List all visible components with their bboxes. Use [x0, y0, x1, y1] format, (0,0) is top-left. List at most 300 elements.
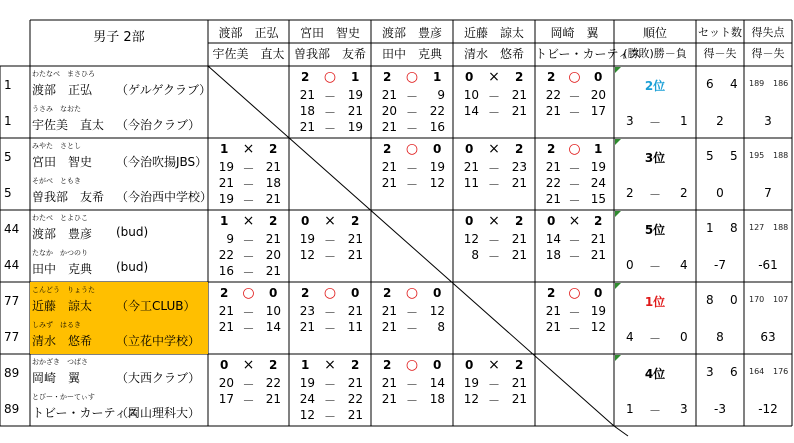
game-score-opp: 21 [265, 160, 281, 174]
seed-number: 44 [4, 258, 20, 272]
sets-won: 0 [465, 358, 474, 372]
wl-dash: － [648, 404, 661, 418]
wl-dash: － [648, 332, 661, 346]
cell-marker-icon [615, 355, 621, 361]
game-score-opp: 18 [265, 176, 281, 190]
game-score-dash: － [405, 306, 418, 320]
game-score-dash: － [405, 122, 418, 136]
points-won-total: 127 [749, 223, 765, 232]
game-score-opp: 21 [347, 376, 363, 390]
sets-won: 0 [465, 70, 474, 84]
sets-won: 0 [220, 358, 229, 372]
game-score-own: 21 [218, 304, 234, 318]
game-score-own: 19 [218, 160, 234, 174]
sets-won: 2 [383, 286, 392, 300]
points-header: 得失点 [751, 26, 785, 39]
sets-won-total: 5 [706, 149, 714, 163]
game-score-opp: 21 [511, 376, 527, 390]
game-score-opp: 21 [590, 232, 606, 246]
sets-lost: 0 [594, 286, 603, 300]
game-score-own: 12 [463, 392, 479, 406]
player-club: （ゲルゲクラブ） [116, 83, 212, 97]
game-score-dash: － [242, 394, 255, 408]
sets-lost: 0 [594, 70, 603, 84]
wins-count: 4 [626, 330, 634, 344]
player-name: 宇佐美 直太 [32, 118, 105, 132]
game-score-opp: 21 [590, 248, 606, 262]
name-kana: とびー・かーてぃす [32, 393, 95, 401]
game-score-opp: 22 [265, 376, 281, 390]
sets-lost-total: 4 [730, 77, 738, 91]
name-kana: わたなべ まさひろ [32, 70, 95, 78]
rank-value: 1位 [644, 295, 666, 309]
game-score-opp: 21 [511, 176, 527, 190]
sets-diff: 2 [716, 114, 724, 128]
name-kana: わたべ とよひこ [32, 214, 88, 222]
game-score-dash: － [242, 194, 255, 208]
seed-number: 1 [4, 114, 12, 128]
sets-won: 0 [547, 214, 556, 228]
sets-won: 2 [301, 70, 310, 84]
game-score-own: 21 [299, 88, 315, 102]
game-score-dash: － [323, 394, 336, 408]
col-header-player2: 曽我部 友希 [293, 47, 366, 61]
game-score-dash: － [568, 106, 581, 120]
game-score-dash: － [242, 250, 255, 264]
game-score-dash: － [323, 306, 336, 320]
win-mark: ○ [323, 69, 337, 85]
game-score-dash: － [487, 178, 500, 192]
game-score-own: 21 [381, 176, 397, 190]
col-header-player1: 宮田 智史 [299, 26, 360, 40]
wl-dash: － [648, 116, 661, 130]
division-title: 男子 2部 [93, 30, 145, 45]
game-score-own: 9 [226, 232, 234, 246]
wins-count: 2 [626, 186, 634, 200]
game-score-dash: － [568, 162, 581, 176]
sets-lost: 2 [515, 70, 524, 84]
col-header-player2: 清水 悠希 [463, 47, 524, 61]
game-score-opp: 21 [265, 392, 281, 406]
game-score-opp: 19 [429, 160, 445, 174]
sets-lost-total: 8 [730, 221, 738, 235]
losses-count: 0 [680, 330, 688, 344]
game-score-own: 8 [471, 248, 479, 262]
game-score-own: 21 [381, 88, 397, 102]
sets-header: セット数 [698, 26, 742, 39]
loss-mark: × [242, 141, 255, 157]
game-score-dash: － [323, 106, 336, 120]
points-won-total: 170 [749, 295, 765, 304]
game-score-opp: 17 [590, 104, 606, 118]
loss-mark: × [488, 141, 500, 157]
game-score-own: 14 [463, 104, 479, 118]
game-score-dash: － [323, 410, 336, 424]
game-score-opp: 9 [437, 88, 445, 102]
sets-diff: -7 [714, 258, 726, 272]
game-score-dash: － [242, 322, 255, 336]
game-score-opp: 22 [347, 392, 363, 406]
game-score-dash: － [405, 378, 418, 392]
game-score-opp: 24 [590, 176, 606, 190]
game-score-own: 21 [381, 376, 397, 390]
game-score-own: 14 [545, 232, 561, 246]
game-score-opp: 19 [347, 88, 363, 102]
sets-won: 2 [383, 358, 392, 372]
player-club: （今治吹揚JBS） [116, 155, 208, 169]
sets-won: 1 [301, 358, 310, 372]
points-lost-total: 186 [773, 79, 789, 88]
game-score-own: 21 [381, 120, 397, 134]
player-club: （今治クラブ） [116, 118, 201, 132]
game-score-own: 21 [545, 320, 561, 334]
cell-marker-icon [615, 283, 621, 289]
name-kana: たなか かつのり [32, 249, 88, 257]
seed-number: 89 [4, 402, 20, 416]
seed-number: 5 [4, 186, 12, 200]
game-score-dash: － [568, 90, 581, 104]
game-score-opp: 21 [511, 104, 527, 118]
loss-mark: × [324, 357, 336, 373]
wins-count: 3 [626, 114, 634, 128]
col-header-player2: 宇佐美 直太 [212, 47, 285, 61]
sets-won: 2 [301, 286, 310, 300]
wl-dash: － [648, 260, 661, 274]
sets-won-total: 3 [706, 365, 714, 379]
game-score-own: 19 [218, 192, 234, 206]
sets-lost: 2 [269, 142, 278, 156]
player-club: （今治西中学校） [116, 190, 213, 204]
game-score-dash: － [405, 90, 418, 104]
sets-lost-total: 5 [730, 149, 738, 163]
game-score-opp: 21 [347, 408, 363, 422]
sets-won: 1 [220, 142, 229, 156]
game-score-dash: － [323, 322, 336, 336]
game-score-own: 12 [463, 232, 479, 246]
name-kana: こんどう りょうた [32, 286, 95, 294]
points-won-total: 189 [749, 79, 765, 88]
game-score-own: 12 [299, 248, 315, 262]
player-club: （今工CLUB） [116, 299, 196, 313]
sets-won: 0 [465, 214, 474, 228]
seed-number: 77 [4, 330, 20, 344]
game-score-dash: － [323, 122, 336, 136]
seed-number: 5 [4, 150, 12, 164]
game-score-opp: 10 [265, 304, 281, 318]
win-mark: ○ [405, 141, 419, 157]
wl-dash: － [648, 188, 661, 202]
game-score-opp: 21 [265, 192, 281, 206]
win-mark: ○ [405, 285, 419, 301]
sets-won-total: 6 [706, 77, 714, 91]
diagonal-line [614, 426, 628, 436]
game-score-dash: － [487, 250, 500, 264]
name-kana: おかざき つばさ [32, 358, 88, 366]
game-score-dash: － [405, 322, 418, 336]
sets-lost: 1 [594, 142, 603, 156]
game-score-dash: － [568, 322, 581, 336]
game-score-own: 22 [545, 176, 561, 190]
points-diff: -61 [758, 258, 778, 272]
game-score-opp: 21 [265, 232, 281, 246]
game-score-dash: － [487, 106, 500, 120]
game-score-own: 19 [299, 376, 315, 390]
losses-count: 3 [680, 402, 688, 416]
sets-lost: 1 [351, 70, 360, 84]
sets-won: 2 [547, 142, 556, 156]
game-score-dash: － [323, 234, 336, 248]
sets-lost: 2 [515, 358, 524, 372]
game-score-own: 16 [218, 264, 234, 278]
game-score-opp: 19 [590, 304, 606, 318]
player-name: 宮田 智史 [32, 155, 93, 169]
player-name: 渡部 豊彦 [32, 227, 93, 241]
points-lost-total: 188 [773, 151, 789, 160]
game-score-own: 22 [545, 88, 561, 102]
col-header-player1: 渡部 豊彦 [381, 26, 442, 40]
sets-won: 2 [547, 286, 556, 300]
points-lost-total: 188 [773, 223, 789, 232]
game-score-dash: － [242, 234, 255, 248]
loss-mark: × [488, 213, 500, 229]
game-score-own: 21 [218, 320, 234, 334]
game-score-dash: － [323, 378, 336, 392]
game-score-dash: － [487, 90, 500, 104]
game-score-dash: － [242, 306, 255, 320]
sets-lost-total: 6 [730, 365, 738, 379]
sets-lost: 0 [351, 286, 360, 300]
seed-number: 89 [4, 366, 20, 380]
game-score-dash: － [568, 178, 581, 192]
game-score-own: 20 [218, 376, 234, 390]
game-score-opp: 21 [511, 88, 527, 102]
sets-won-total: 1 [706, 221, 714, 235]
game-score-own: 18 [545, 248, 561, 262]
sets-lost: 0 [433, 286, 442, 300]
name-kana: しみず はるき [32, 321, 81, 329]
sets-diff: 8 [716, 330, 724, 344]
rank-value: 4位 [644, 367, 666, 381]
rank-value: 5位 [644, 223, 666, 237]
sets-lost: 2 [515, 142, 524, 156]
win-mark: ○ [568, 141, 581, 157]
game-score-dash: － [405, 178, 418, 192]
player-name: 清水 悠希 [32, 334, 93, 348]
game-score-own: 20 [381, 104, 397, 118]
player-name: 岡崎 翼 [32, 371, 81, 385]
sets-lost: 0 [433, 142, 442, 156]
game-score-opp: 21 [265, 264, 281, 278]
game-score-dash: － [242, 178, 255, 192]
points-lost-total: 107 [773, 295, 789, 304]
sets-lost: 0 [269, 286, 278, 300]
game-score-own: 21 [381, 160, 397, 174]
sets-won: 2 [383, 70, 392, 84]
game-score-own: 21 [545, 304, 561, 318]
sets-lost: 2 [594, 214, 603, 228]
game-score-own: 19 [299, 232, 315, 246]
game-score-own: 21 [299, 120, 315, 134]
losses-count: 2 [680, 186, 688, 200]
points-diff: 3 [764, 114, 772, 128]
rank-header: 順位 [642, 26, 667, 40]
sets-lost-total: 0 [730, 293, 738, 307]
game-score-dash: － [242, 162, 255, 176]
rank-value: 3位 [644, 151, 666, 165]
win-mark: ○ [242, 285, 255, 301]
points-won-total: 195 [749, 151, 765, 160]
game-score-own: 19 [463, 376, 479, 390]
game-score-opp: 15 [590, 192, 606, 206]
game-score-own: 10 [463, 88, 479, 102]
loss-mark: × [242, 213, 255, 229]
sets-won: 2 [547, 70, 556, 84]
sets-lost: 0 [433, 358, 442, 372]
game-score-opp: 21 [347, 248, 363, 262]
game-score-opp: 12 [429, 304, 445, 318]
sets-lost: 2 [269, 214, 278, 228]
sets-lost: 2 [269, 358, 278, 372]
game-score-dash: － [568, 234, 581, 248]
seed-number: 77 [4, 294, 20, 308]
losses-count: 4 [680, 258, 688, 272]
game-score-own: 12 [299, 408, 315, 422]
player-name: 近藤 諒太 [32, 299, 93, 313]
game-score-own: 23 [299, 304, 315, 318]
game-score-own: 18 [299, 104, 315, 118]
player-club: (bud) [116, 225, 149, 239]
col-header-player1: 近藤 諒太 [463, 26, 524, 40]
losses-count: 1 [680, 114, 688, 128]
game-score-own: 17 [218, 392, 234, 406]
sets-lost: 2 [351, 214, 360, 228]
player-name: 曽我部 友希 [32, 190, 105, 204]
loss-mark: × [488, 69, 500, 85]
sets-lost: 1 [433, 70, 442, 84]
game-score-opp: 14 [265, 320, 281, 334]
sets-won: 2 [220, 286, 229, 300]
game-score-dash: － [405, 162, 418, 176]
cell-marker-icon [615, 139, 621, 145]
game-score-opp: 21 [511, 392, 527, 406]
sets-diff-header: 得－失 [703, 47, 737, 60]
game-score-own: 21 [381, 304, 397, 318]
sets-diff: 0 [716, 186, 724, 200]
points-diff: 63 [760, 330, 776, 344]
win-mark: ○ [323, 285, 337, 301]
cell-marker-icon [615, 67, 621, 73]
name-kana: うさみ なおた [32, 105, 81, 113]
game-score-opp: 20 [265, 248, 281, 262]
win-mark: ○ [405, 357, 419, 373]
sets-diff: -3 [714, 402, 726, 416]
col-header-player1: 渡部 正弘 [218, 26, 279, 40]
win-mark: ○ [568, 69, 581, 85]
sets-won: 0 [301, 214, 310, 228]
game-score-dash: － [487, 378, 500, 392]
rank-value: 2位 [644, 79, 666, 93]
game-score-own: 21 [545, 192, 561, 206]
game-score-opp: 21 [511, 232, 527, 246]
game-score-own: 22 [218, 248, 234, 262]
points-lost-total: 176 [773, 367, 789, 376]
game-score-own: 21 [299, 320, 315, 334]
sets-lost: 2 [515, 214, 524, 228]
game-score-opp: 21 [347, 104, 363, 118]
sets-won: 0 [465, 142, 474, 156]
game-score-opp: 23 [511, 160, 527, 174]
player-name: 渡部 正弘 [32, 83, 93, 97]
game-score-dash: － [568, 194, 581, 208]
game-score-opp: 19 [347, 120, 363, 134]
name-kana: そがべ ともき [32, 177, 81, 185]
loss-mark: × [324, 213, 336, 229]
player-name: トビー・カーティス [32, 406, 139, 420]
game-score-own: 21 [218, 176, 234, 190]
game-score-dash: － [487, 394, 500, 408]
player-name: 田中 克典 [32, 262, 93, 276]
game-score-opp: 14 [429, 376, 445, 390]
game-score-opp: 12 [590, 320, 606, 334]
game-score-own: 21 [463, 160, 479, 174]
win-mark: ○ [568, 285, 581, 301]
game-score-opp: 20 [590, 88, 606, 102]
game-score-opp: 22 [429, 104, 445, 118]
sets-won: 1 [220, 214, 229, 228]
game-score-own: 24 [299, 392, 315, 406]
game-score-dash: － [487, 234, 500, 248]
points-diff: 7 [764, 186, 772, 200]
game-score-opp: 18 [429, 392, 445, 406]
game-score-own: 11 [463, 176, 479, 190]
win-loss-header: (勝敗)勝－負 [623, 47, 687, 60]
game-score-dash: － [242, 266, 255, 280]
game-score-opp: 21 [511, 248, 527, 262]
col-header-player1: 岡崎 翼 [550, 26, 599, 40]
player-club: （立花中学校） [116, 334, 201, 348]
player-club: (bud) [116, 260, 149, 274]
player-club: （岡山理科大） [116, 406, 201, 420]
cell-marker-icon [615, 211, 621, 217]
wins-count: 0 [626, 258, 634, 272]
wins-count: 1 [626, 402, 634, 416]
seed-number: 1 [4, 78, 12, 92]
game-score-dash: － [323, 90, 336, 104]
loss-mark: × [242, 357, 255, 373]
player-club: （大西クラブ） [116, 371, 201, 385]
sets-won: 2 [383, 142, 392, 156]
game-score-opp: 16 [429, 120, 445, 134]
game-score-dash: － [323, 250, 336, 264]
game-score-dash: － [242, 378, 255, 392]
game-score-dash: － [568, 250, 581, 264]
game-score-own: 21 [381, 320, 397, 334]
col-header-player2: トビー・カーティス [535, 47, 642, 61]
col-header-player2: 田中 克典 [381, 47, 442, 61]
game-score-dash: － [405, 394, 418, 408]
game-score-own: 21 [381, 392, 397, 406]
sets-lost: 2 [351, 358, 360, 372]
game-score-opp: 8 [437, 320, 445, 334]
seed-number: 44 [4, 222, 20, 236]
points-diff: -12 [758, 402, 778, 416]
sets-won-total: 8 [706, 293, 714, 307]
name-kana: みやた さとし [32, 142, 81, 150]
win-mark: ○ [405, 69, 419, 85]
game-score-own: 21 [545, 160, 561, 174]
game-score-opp: 12 [429, 176, 445, 190]
loss-mark: × [568, 213, 581, 229]
